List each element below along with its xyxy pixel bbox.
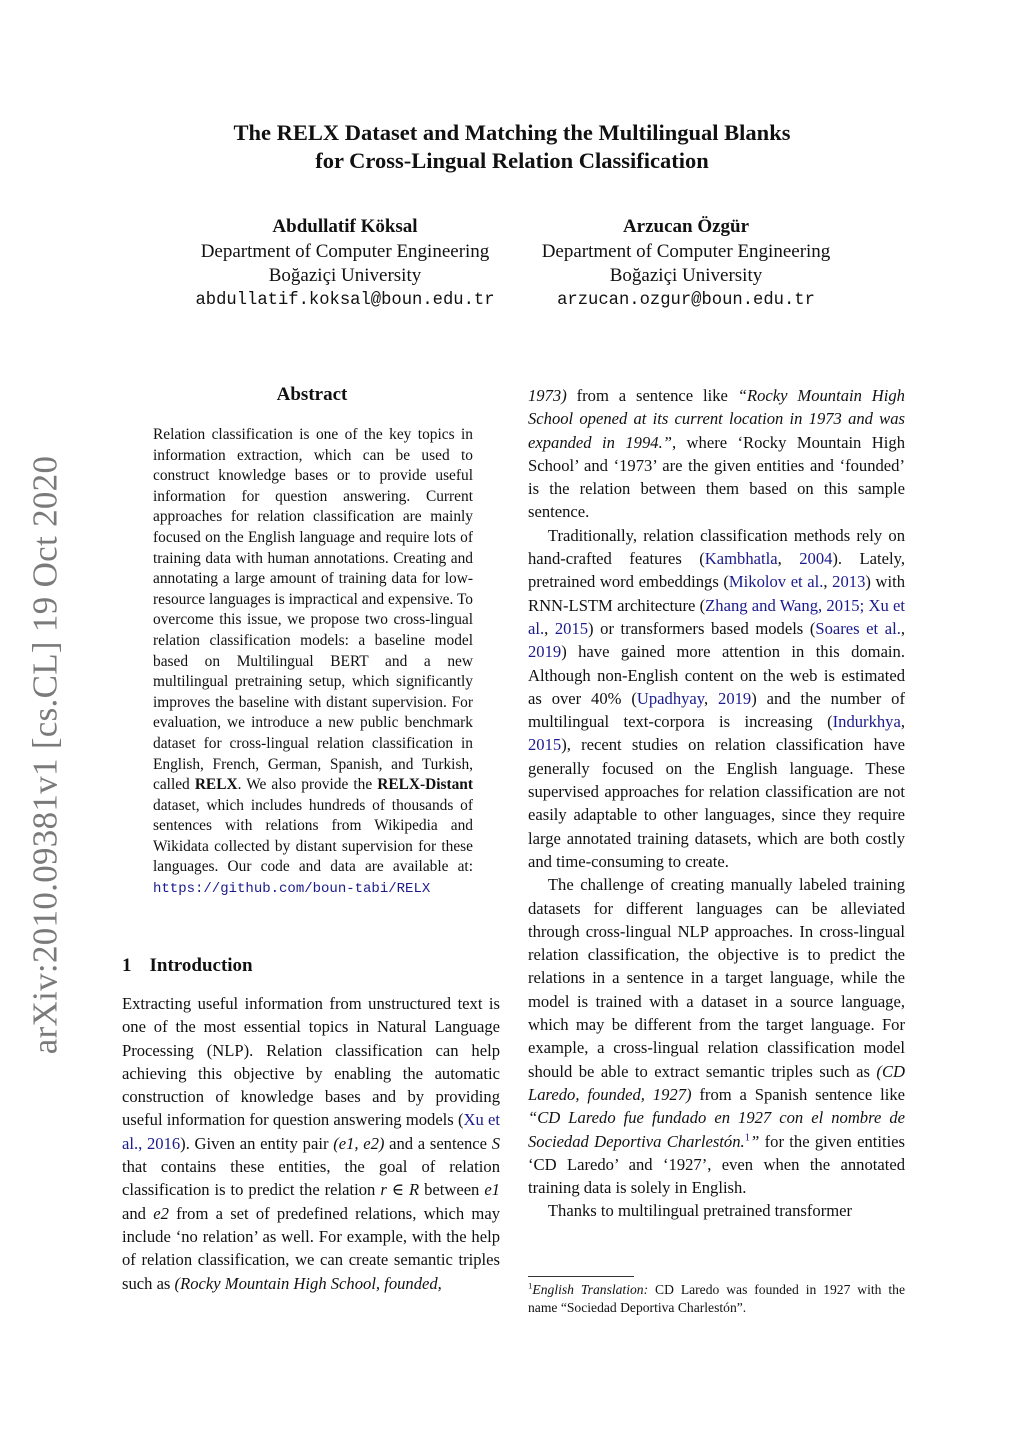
title-line-2: for Cross-Lingual Relation Classification bbox=[315, 148, 709, 173]
text-run: Extracting useful information from unstructured text is one of the most essential topics in Natural Language Processing (NLP). Relation classification can help achieving this objective by enabling the automatic construction of knowledge bases and by providing useful information for question answering models ( bbox=[122, 994, 500, 1130]
intro-paragraph bbox=[528, 524, 905, 873]
text-run: , bbox=[777, 549, 800, 569]
author-univ: Boğaziçi University bbox=[268, 265, 422, 286]
author-univ: Boğaziçi University bbox=[609, 265, 763, 286]
citation-link[interactable]: Mikolov et al. bbox=[728, 572, 824, 592]
text-run: ) with RNN-LSTM architecture ( bbox=[528, 572, 905, 615]
intro-paragraph bbox=[528, 384, 905, 524]
italic-run: (CD Laredo, founded, 1927) bbox=[528, 1061, 905, 1104]
abstract-bold-relx-distant: RELX-Distant bbox=[377, 776, 473, 794]
citation-link[interactable]: 2015 bbox=[528, 735, 562, 755]
italic-run: 1973) bbox=[528, 386, 567, 405]
math-expression: S bbox=[491, 1133, 500, 1153]
text-run: Thanks to multilingual pretrained transformer bbox=[547, 1201, 853, 1221]
text-run: that contains these entities, the goal of relation classification is to predict the relation bbox=[122, 1157, 500, 1200]
abstract-bold-relx: RELX bbox=[194, 776, 238, 794]
author-dept: Department of Computer Engineering bbox=[200, 240, 490, 262]
text-run: and bbox=[122, 1203, 154, 1223]
text-run: , bbox=[823, 572, 833, 592]
intro-paragraph bbox=[528, 1199, 905, 1222]
math-expression: e1 bbox=[484, 1180, 500, 1200]
citation-link[interactable]: Upadhyay bbox=[636, 688, 704, 708]
author-email[interactable]: arzucan.ozgur@boun.edu.tr bbox=[557, 290, 815, 310]
text-run: from a Spanish sentence like bbox=[691, 1084, 906, 1104]
footnote-marker[interactable]: 1 bbox=[744, 1130, 751, 1143]
author-name: Abdullatif Köksal bbox=[272, 216, 418, 237]
text-run: ), recent studies on relation classification have generally focused on the English language. These supervised approaches for relation classification are not easily adaptable to other languages, since they require large annotated training datasets, which are both costly and time-consuming to create. bbox=[528, 735, 905, 871]
math-expression: (e1, e2) bbox=[333, 1133, 385, 1153]
text-run: , bbox=[704, 688, 719, 708]
italic-run: ” bbox=[750, 1131, 760, 1151]
intro-paragraph bbox=[528, 873, 905, 1199]
title-line-1: The RELX Dataset and Matching the Multilingual Blanks bbox=[233, 120, 791, 145]
italic-run: “CD Laredo fue fundado en 1927 con el nombre de Sociedad Deportiva Charlestón. bbox=[528, 1108, 905, 1151]
citation-link[interactable]: Zhang and Wang, 2015; Xu et al. bbox=[528, 595, 905, 638]
italic-run: “Rocky Mountain High School opened at its current location in 1973 and was expanded in 1994.” bbox=[528, 386, 905, 452]
citation-link[interactable]: Soares et al. bbox=[815, 618, 901, 638]
math-expression: e2 bbox=[153, 1203, 169, 1223]
abstract-heading: Abstract bbox=[276, 384, 348, 405]
text-run: ) have gained more attention in this domain. Although non-English content on the web is estimated as over 40% ( bbox=[528, 642, 905, 708]
author-name: Arzucan Özgür bbox=[622, 216, 750, 237]
author-dept: Department of Computer Engineering bbox=[541, 240, 831, 262]
text-run: from a sentence like bbox=[566, 386, 738, 405]
author-email[interactable]: abdullatif.koksal@boun.edu.tr bbox=[195, 290, 495, 310]
abstract-text: Relation classification is one of the key topics in information extraction, which can be used to construct knowledge bases or to provide useful information for question answering. Current approaches for relation classification are mainly focused on the English language and require lots of training data with human annotations. Creating and annotating a large amount of training data for low-resource languages is impractical and expensive. To overcome this issue, we propose two cross-lingual relation classification models: a baseline model based on Multilingual BERT and a new multilingual pretraining setup, which significantly improves the baseline with distant supervision. For evaluation, we introduce a new public benchmark dataset for cross-lingual relation classification in English, French, German, Spanish, and Turkish, called bbox=[153, 426, 473, 794]
text-run: , bbox=[900, 618, 905, 638]
citation-link[interactable]: 2013 bbox=[832, 572, 866, 592]
footnote-label: English Translation: bbox=[532, 1282, 649, 1297]
github-link[interactable]: https://github.com/boun-tabi/RELX bbox=[153, 881, 431, 898]
text-run: and a sentence bbox=[384, 1133, 492, 1153]
intro-left-column bbox=[122, 992, 500, 1295]
italic-triple: (Rocky Mountain High School, founded, bbox=[174, 1273, 442, 1293]
arxiv-sidebar bbox=[5, 450, 85, 1060]
abstract-text: . We also provide the bbox=[237, 776, 378, 794]
footnote-number: 1 bbox=[528, 1280, 533, 1291]
text-run: from a set of predefined relations, which may include ‘no relation’ as well. For example, with the help of relation classification, we can create semantic triples such as bbox=[122, 1203, 501, 1293]
text-run: , bbox=[900, 712, 905, 732]
citation-link[interactable]: 2019 bbox=[718, 688, 752, 708]
text-run: for the given entities ‘CD Laredo’ and ‘1927’, even when the annotated training data is solely in English. bbox=[528, 1131, 906, 1198]
section-heading bbox=[122, 955, 502, 977]
abstract-text: dataset, which includes hundreds of thousands of sentences with relations from Wikipedia and Wikidata collected by distant supervision for these languages. Our code and data are available at: bbox=[153, 796, 473, 876]
footnote bbox=[528, 1281, 905, 1317]
paper-title bbox=[0, 119, 1024, 175]
arxiv-id: arXiv:2010.09381v1 [cs.CL] 19 Oct 2020 bbox=[25, 455, 65, 1055]
author-block-2 bbox=[526, 215, 846, 313]
text-run: ) and the number of multilingual text-corpora is increasing ( bbox=[528, 688, 905, 732]
intro-right-column bbox=[528, 384, 905, 1223]
citation-link[interactable]: Xu et al., 2016 bbox=[122, 1110, 501, 1153]
citation-link[interactable]: Indurkhya bbox=[832, 712, 901, 732]
intro-paragraph bbox=[122, 992, 500, 1295]
section-title: Introduction bbox=[149, 955, 253, 976]
text-run: between bbox=[419, 1180, 485, 1200]
text-run: ). Lately, pretrained word embeddings ( bbox=[528, 549, 905, 592]
footnote-rule bbox=[528, 1276, 634, 1277]
text-run: , bbox=[544, 618, 555, 638]
citation-link[interactable]: Kambhatla bbox=[704, 549, 778, 569]
text-run: Traditionally, relation classification methods rely on hand-crafted features ( bbox=[528, 525, 905, 569]
text-run: ). Given an entity pair bbox=[180, 1133, 334, 1153]
author-block-1 bbox=[160, 215, 530, 313]
math-expression: r ∈ R bbox=[380, 1180, 420, 1200]
footnote-text: CD Laredo was founded in 1927 with the name “Sociedad Deportiva Charlestón”. bbox=[528, 1282, 905, 1315]
citation-link[interactable]: 2004 bbox=[799, 549, 833, 569]
section-number: 1 bbox=[122, 955, 132, 976]
text-run: , where ‘Rocky Mountain High School’ and ‘1973’ are the given entities and ‘founded’ is the relation between them based on this sample sentence. bbox=[528, 432, 905, 522]
citation-link[interactable]: 2019 bbox=[528, 642, 562, 662]
text-run: The challenge of creating manually labeled training datasets for different languages can be alleviated through cross-lingual NLP approaches. In cross-lingual relation classification, the objective is to predict the relations in a sentence in a target language, while the model is trained with a dataset in a source language, which may be different from the target language. For example, a cross-lingual relation classification model should be able to extract semantic triples such as bbox=[528, 875, 905, 1081]
abstract-body bbox=[153, 425, 473, 900]
text-run: ) or transformers based models ( bbox=[588, 618, 816, 638]
citation-link[interactable]: 2015 bbox=[554, 618, 589, 638]
